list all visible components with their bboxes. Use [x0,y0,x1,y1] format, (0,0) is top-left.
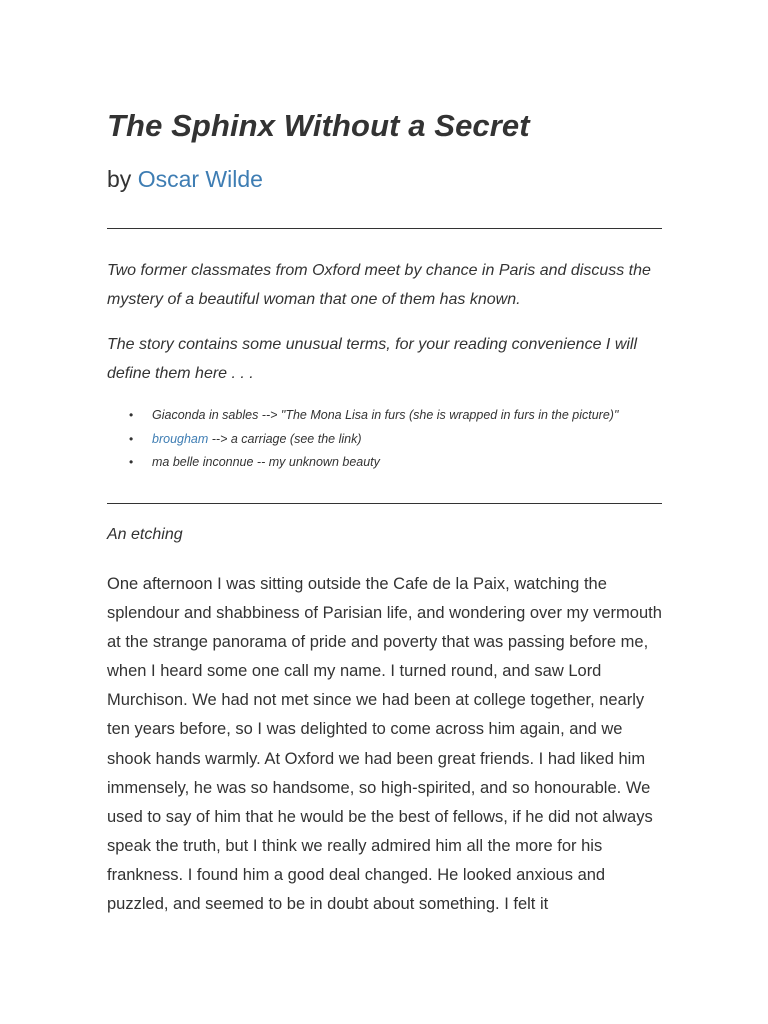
bullet-icon: • [129,431,134,446]
bullet-icon: • [129,455,134,469]
list-item [107,451,618,475]
section-label: An etching [107,526,183,543]
list-item [107,428,618,452]
story-title: The Sphinx Without a Secret [107,108,530,143]
term-definition: Giaconda in sables --> "The Mona Lisa in furs (she is wrapped in furs in the picture)" [152,408,619,422]
intro-terms-note: The story contains some unusual terms, for your reading convenience I will define them here . . . [107,336,638,382]
bullet-icon: • [129,408,134,422]
term-definition: ma belle inconnue -- my unknown beauty [152,455,380,469]
term-definition: --> a carriage (see the link) [208,431,362,446]
byline-prefix: by [107,166,132,192]
list-item [107,404,618,428]
horizontal-divider [107,228,662,229]
story-body: One afternoon I was sitting outside the Cafe de la Paix, watching the splendour and shabbiness of Parisian life, and wondering over my vermouth at the strange panorama of pride and poverty that was passing before me, when I heard some one call my name. I turned round, and saw Lord Murchison. We had not met since we had been at college together, nearly ten years before, so I was delighted to come across him again, and we shook hands warmly. At Oxford we had been great friends. I had liked him immensely, he was so handsome, so high-spirited, and so honourable. We used to say of him that he would be the best of fellows, if he did not always speak the truth, but I think we really admired him all the more for his frankness. I found him a good deal changed. He looked anxious and puzzled, and seemed to be in doubt about something. I felt it [107,575,662,914]
author-link[interactable]: Oscar Wilde [137,166,263,192]
intro-summary: Two former classmates from Oxford meet by chance in Paris and discuss the mystery of a beautiful woman that one of them has known. [107,262,651,308]
byline [107,166,263,193]
brougham-link[interactable]: brougham [152,431,209,446]
horizontal-divider [107,503,662,504]
terms-list [107,404,618,475]
